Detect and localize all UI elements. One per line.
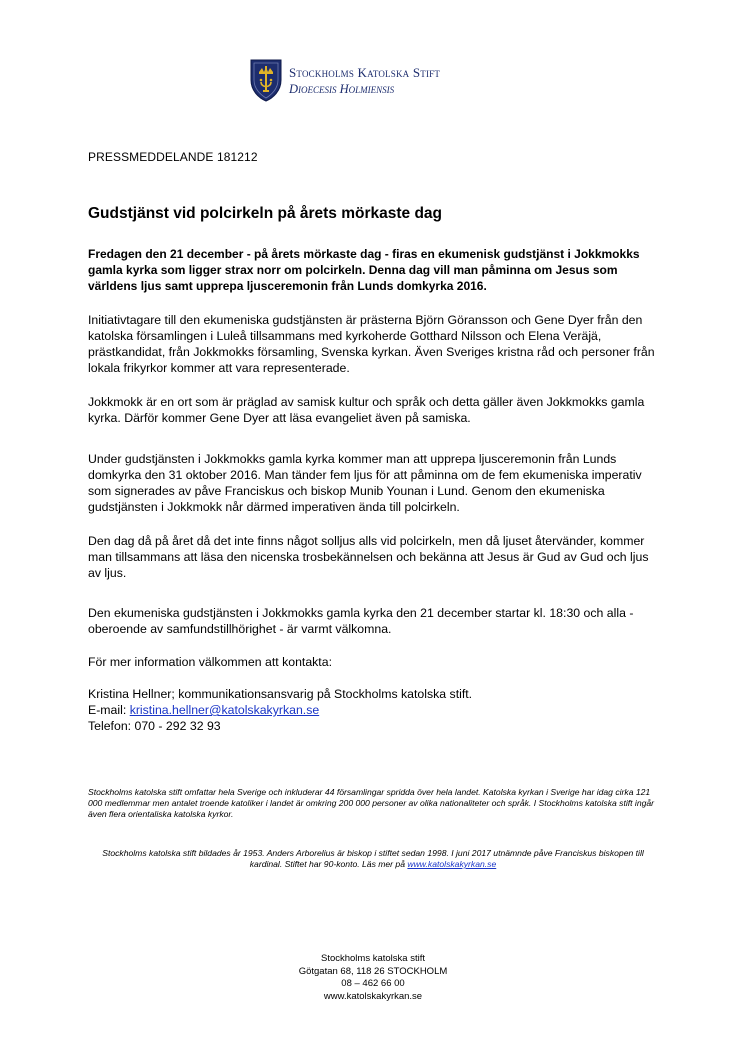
body-paragraph: Jokkmokk är en ort som är präglad av samisk kultur och språk och detta gäller även Jokkmokks gamla kyrka. Därför kommer Gene Dyer att läsa evangeliet även på samiska. xyxy=(88,395,645,425)
organization-name-block xyxy=(289,65,440,97)
body-paragraph: Den dag då på året då det inte finns något solljus alls vid polcirkeln, men då ljuset återvänder, kommer man tillsammans att läsa den nicenska trosbekännelsen och bekänna att Jesus är Gud av Gud och ljus av ljus. xyxy=(88,534,649,580)
website-link[interactable]: www.katolskakyrkan.se xyxy=(407,859,497,869)
organization-latin-name: Dioecesis Holmiensis xyxy=(289,82,395,96)
footer-web: www.katolskakyrkan.se xyxy=(323,990,423,1002)
history-text: Stockholms katolska stift bildades år 1953. Anders Arborelius är biskop i stiftet sedan 1998. I juni 2017 utnämnde påve Franciskus biskopen till kardinal. Stiftet har 90-konto. Läs mer på xyxy=(102,848,644,869)
footer-phone: 08 – 462 66 00 xyxy=(341,978,405,989)
about-diocese-note: Stockholms katolska stift omfattar hela Sverige och inkluderar 44 församlingar spridda över hela landet. Katolska kyrkan i Sverige har idag cirka 121 000 medlemmar men antalet troende katoliker i landet är omkring 200 000 personer av olika nationaliteter och språk. I Stockholms katolska stift ingår även flera orientaliska katolska kyrkor. xyxy=(88,787,655,819)
contact-name: Kristina Hellner; kommunikationsansvarig på Stockholms katolska stift. xyxy=(88,687,473,701)
contact-phone: Telefon: 070 - 292 32 93 xyxy=(88,719,221,733)
footer-org: Stockholms katolska stift xyxy=(320,953,425,964)
diocese-history-note xyxy=(88,848,658,870)
footer-street: Götgatan 68, 118 26 STOCKHOLM xyxy=(298,965,448,977)
body-paragraph: Under gudstjänsten i Jokkmokks gamla kyrka kommer man att upprepa ljusceremonin från Lunds domkyrka den 31 oktober 2016. Man tänder fem ljus för att påminna om de fem ekumeniska imperativ som signerades av påve Franciskus och biskop Munib Younan i Lund. Genom den ekumeniska gudstjänsten i Jokkmokk når därmed imperativen ända till polcirkeln. xyxy=(88,452,642,514)
email-link[interactable]: kristina.hellner@katolskakyrkan.se xyxy=(129,703,320,717)
email-label: E-mail: xyxy=(88,703,130,717)
organization-name: Stockholms Katolska Stift xyxy=(289,65,441,80)
letterhead xyxy=(249,58,509,102)
lead-paragraph: Fredagen den 21 december - på årets mörkaste dag - firas en ekumenisk gudstjänst i Jokkmokks gamla kyrka som ligger strax norr om polcirkeln. Denna dag vill man påminna om Jesus som världens ljus samt upprepa ljusceremonin från Lunds domkyrka 2016. xyxy=(88,247,640,293)
contact-block xyxy=(88,686,658,734)
body-paragraph: Den ekumeniska gudstjänsten i Jokkmokks gamla kyrka den 21 december startar kl. 18:30 och alla - oberoende av samfundstillhörighet - är varmt välkomna. xyxy=(88,606,634,636)
headline: Gudstjänst vid polcirkeln på årets mörkaste dag xyxy=(88,205,443,222)
contact-email-line xyxy=(88,702,658,718)
contact-intro: För mer information välkommen att kontakta: xyxy=(88,655,332,669)
footer-address xyxy=(230,953,516,1003)
press-release-label: PRESSMEDDELANDE 181212 xyxy=(88,150,258,164)
diocese-crest-icon xyxy=(249,58,283,102)
body-paragraph: Initiativtagare till den ekumeniska gudstjänsten är prästerna Björn Göransson och Gene Dyer från den katolska församlingen i Luleå tillsammans med kyrkoherde Gotthard Nilsson och Elena Veräjä, prästkandidat, från Jokkmokks församling, Svenska kyrkan. Även Sveriges kristna råd och personer från lokala frikyrkor kommer att vara representerade. xyxy=(88,313,655,375)
